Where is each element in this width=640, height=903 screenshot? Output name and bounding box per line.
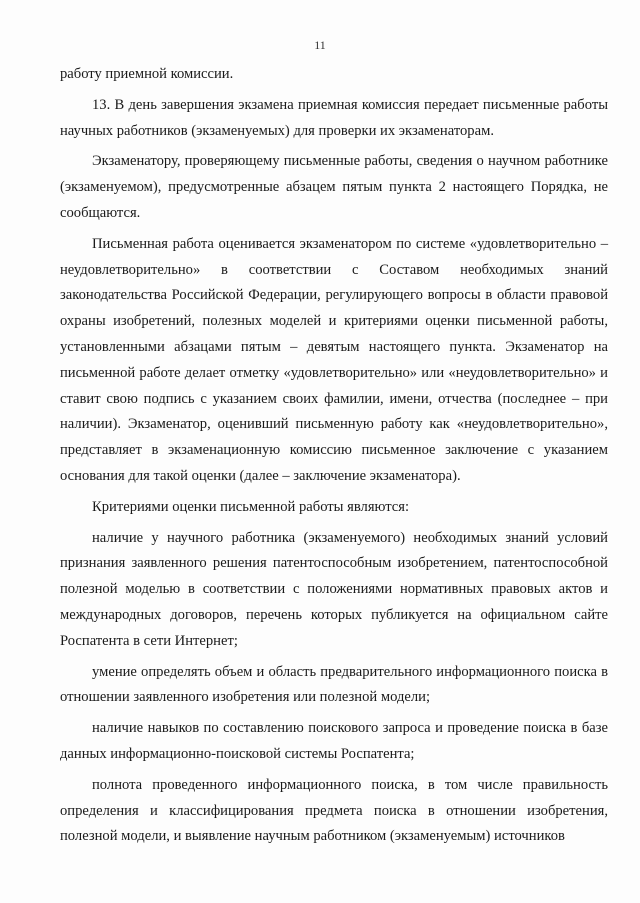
paragraph-criterion-knowledge: наличие у научного работника (экзаменуемого) необходимых знаний условий признания заявленного решения патентоспособным изобретением, патентоспособной полезной моделью в соответствии с положениями нормативных правовых актов и международных договоров, перечень которых публикуется на официальном сайте Роспатента в сети Интернет; [60, 529, 608, 649]
page-number: 11 [314, 38, 326, 52]
paragraph-grading: Письменная работа оценивается экзаменатором по системе «удовлетворительно – неудовлетворительно» в соответствии с Составом необходимых знаний законодательства Российской Федерации, регулирующего вопросы в области правовой охраны изобретений, полезных моделей и критериями оценки письменной работы, установленными абзацами пятым – девятым настоящего пункта. Экзаменатор на письменной работе делает отметку «удовлетворительно» или «неудовлетворительно» и ставит свою подпись с указанием своих фамилии, имени, отчества (последнее – при наличии). Экзаменатор, оценивший письменную работу как «неудовлетворительно», представляет в экзаменационную комиссию письменное заключение с указанием основания для такой оценки (далее – заключение экзаменатора). [60, 235, 608, 484]
paragraph-continuation: работу приемной комиссии. [60, 66, 234, 82]
paragraph-examiner-info: Экзаменатору, проверяющему письменные работы, сведения о научном работнике (экзаменуемом), предусмотренные абзацем пятым пункта 2 настоящего Порядка, не сообщаются. [60, 153, 608, 221]
paragraph-criterion-search-scope: умение определять объем и область предварительного информационного поиска в отношении заявленного изобретения или полезной модели; [60, 663, 608, 706]
paragraph-criteria-intro: Критериями оценки письменной работы являются: [92, 498, 410, 515]
paragraph-criterion-completeness: полнота проведенного информационного поиска, в том числе правильность определения и классифицирования предмета поиска в отношении изобретения, полезной модели, и выявление научным работником (экзаменуемым) источников [60, 776, 608, 845]
paragraph-criterion-search-skills: наличие навыков по составлению поискового запроса и проведение поиска в базе данных информационно-поисковой системы Роспатента; [60, 720, 608, 762]
document-body [60, 62, 608, 855]
paragraph-item-13: 13. В день завершения экзамена приемная комиссия передает письменные работы научных работников (экзаменуемых) для проверки их экзаменаторам. [60, 96, 608, 139]
